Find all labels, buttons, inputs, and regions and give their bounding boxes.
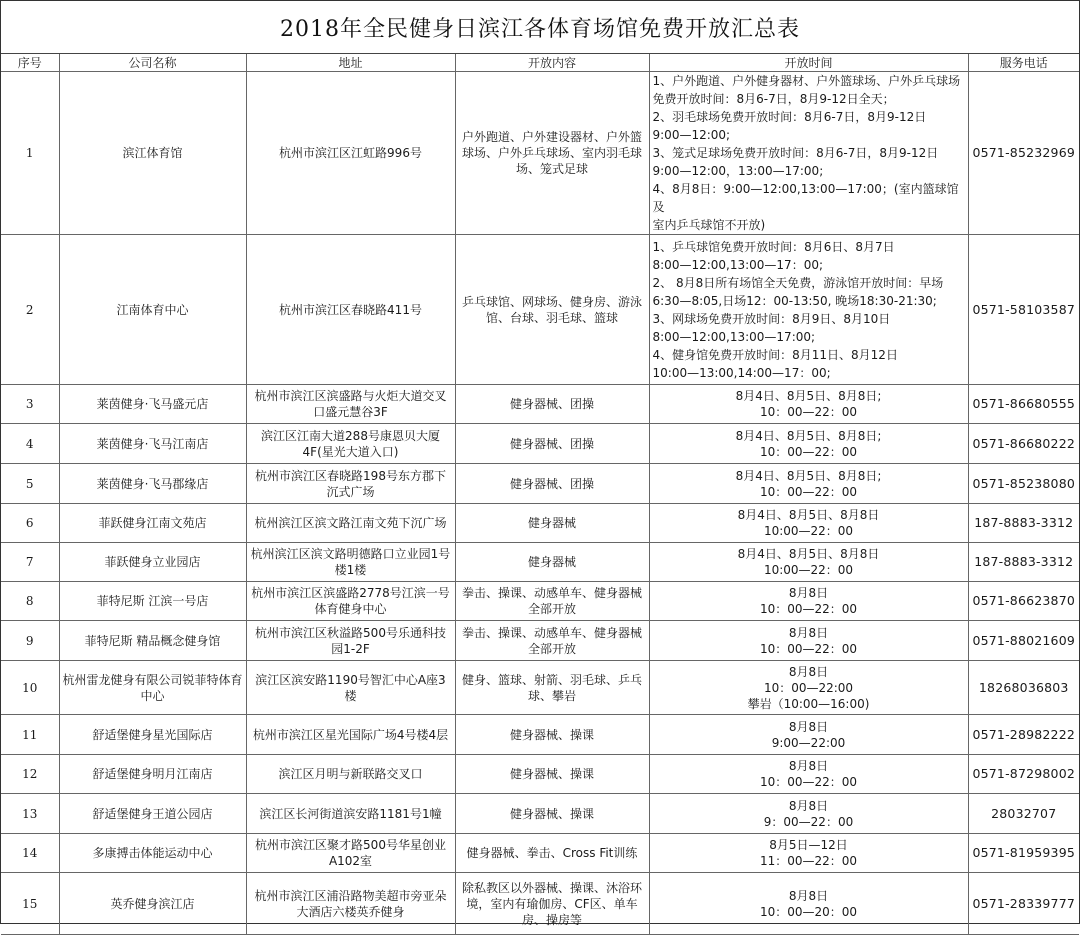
table-row — [1, 464, 1079, 504]
cell-address: 滨江区长河街道滨安路1181号1幢 — [246, 794, 455, 834]
table-row — [1, 385, 1079, 424]
open-time-line: 8月4日、8月5日、8月8日 — [737, 547, 880, 561]
cell-content: 健身器械、团操 — [455, 424, 649, 464]
open-time-line: 10：00—22：00 — [759, 444, 858, 459]
cell-seq: 4 — [1, 424, 59, 464]
cell-open-time — [649, 504, 968, 543]
open-time-line: 10:00—13:00,14:00—17：00; — [652, 365, 831, 380]
open-time-line: 10：00—22：00 — [759, 602, 858, 616]
cell-seq: 11 — [1, 715, 59, 755]
open-time-line: 8月4日、8月5日、8月8日; — [735, 468, 882, 483]
open-time-line: 1、乒乓球馆免费开放时间：8月6日、8月7日 — [652, 239, 895, 254]
cell-open-time — [649, 794, 968, 834]
cell-address: 杭州滨江区滨文路江南文苑下沉广场 — [246, 504, 455, 543]
cell-company: 莱茵健身·飞马江南店 — [59, 424, 246, 464]
open-time-line: 11：00—22：00 — [759, 854, 858, 868]
cell-phone: 0571-81959395 — [968, 834, 1079, 873]
header-time: 开放时间 — [649, 54, 968, 72]
cell-open-time — [649, 873, 968, 935]
open-time-line: 8月4日、8月5日、8月8日; — [735, 428, 882, 443]
open-time-line: 免费开放时间：8月6-7日，8月9-12日全天； — [652, 92, 895, 106]
open-time-line: 10：00—22：00 — [759, 405, 858, 419]
table-row — [1, 873, 1079, 935]
cell-open-time — [649, 582, 968, 621]
table-row — [1, 661, 1079, 715]
cell-address: 杭州市滨江区滨盛路与火炬大道交叉口盛元慧谷3F — [246, 385, 455, 424]
open-time-line: 8:00—12:00,13:00—17:00; — [652, 329, 816, 344]
open-time-line: 2、 8月8日所有场馆全天免费，游泳馆开放时间：早场 — [652, 275, 944, 290]
open-time-line: 4、健身馆免费开放时间：8月11日、8月12日 — [652, 347, 898, 362]
cell-content: 户外跑道、户外建设器材、户外篮球场、户外乒乓球场、室内羽毛球场、笼式足球 — [455, 72, 649, 235]
table-row — [1, 794, 1079, 834]
open-time-line: 8月4日、8月5日、8月8日 — [737, 508, 880, 522]
cell-open-time — [649, 424, 968, 464]
cell-address: 杭州市滨江区滨盛路2778号江滨一号体育健身中心 — [246, 582, 455, 621]
cell-seq: 8 — [1, 582, 59, 621]
cell-address: 杭州市滨江区星光国际广场4号楼4层 — [246, 715, 455, 755]
open-time-line: 4、8月8日：9:00—12:00,13:00—17:00；(室内篮球馆及 — [652, 182, 959, 214]
cell-content: 健身、篮球、射箭、羽毛球、乒乓球、攀岩 — [455, 661, 649, 715]
header-content: 开放内容 — [455, 54, 649, 72]
open-time-line: 8月8日 — [788, 759, 829, 773]
open-time-line: 攀岩（10:00—16:00) — [747, 696, 870, 711]
cell-phone: 187-8883-3312 — [968, 543, 1079, 582]
header-phone: 服务电话 — [968, 54, 1079, 72]
cell-company: 舒适堡健身王道公园店 — [59, 794, 246, 834]
table-body — [1, 72, 1079, 935]
cell-content: 除私教区以外器械、操课、沐浴环境，室内有瑜伽房、CF区、单车房、操房等 — [455, 873, 649, 935]
cell-phone: 0571-85238080 — [968, 464, 1079, 504]
cell-content: 健身器械、操课 — [455, 794, 649, 834]
sheet-title: 2018年全民健身日滨江各体育场馆免费开放汇总表 — [1, 1, 1079, 54]
open-time-line: 9:00—12:00，13:00—17:00; — [652, 164, 824, 178]
open-time-line: 6:30—8:05,日场12：00-13:50, 晚场18:30-21:30; — [652, 293, 937, 308]
open-time-line: 室内乒乓球馆不开放) — [652, 218, 766, 232]
cell-phone: 187-8883-3312 — [968, 504, 1079, 543]
cell-company: 菲跃健身江南文苑店 — [59, 504, 246, 543]
table-row — [1, 235, 1079, 385]
cell-content: 乒乓球馆、网球场、健身房、游泳馆、台球、羽毛球、篮球 — [455, 235, 649, 385]
table-row — [1, 504, 1079, 543]
cell-seq: 7 — [1, 543, 59, 582]
open-time-line: 8月8日 — [788, 586, 829, 600]
cell-content: 拳击、操课、动感单车、健身器械全部开放 — [455, 621, 649, 661]
cell-phone: 0571-86680555 — [968, 385, 1079, 424]
open-time-line: 8月8日 — [788, 798, 829, 813]
open-time-line: 9：00—22：00 — [763, 814, 854, 829]
open-time-line: 9:00—12:00; — [652, 128, 731, 142]
cell-phone: 0571-87298002 — [968, 755, 1079, 794]
table-row — [1, 543, 1079, 582]
cell-open-time — [649, 464, 968, 504]
cell-content: 健身器械、团操 — [455, 385, 649, 424]
cell-company: 莱茵健身·飞马郡缘店 — [59, 464, 246, 504]
open-time-line: 8月5日—12日 — [769, 838, 848, 852]
cell-address: 滨江区江南大道288号康恩贝大厦4F(星光大道入口) — [246, 424, 455, 464]
cell-company: 菲特尼斯 江滨一号店 — [59, 582, 246, 621]
cell-seq: 14 — [1, 834, 59, 873]
table-row — [1, 72, 1079, 235]
cell-seq: 5 — [1, 464, 59, 504]
cell-address: 杭州市滨江区浦沿路物美超市旁亚朵大酒店六楼英乔健身 — [246, 873, 455, 935]
open-time-line: 3、笼式足球场免费开放时间：8月6-7日，8月9-12日 — [652, 146, 939, 160]
cell-phone: 0571-58103587 — [968, 235, 1079, 385]
cell-seq: 9 — [1, 621, 59, 661]
header-address: 地址 — [246, 54, 455, 72]
cell-address: 杭州市滨江区江虹路996号 — [246, 72, 455, 235]
open-time-line: 10：00—22：00 — [759, 484, 858, 499]
cell-address: 杭州市滨江区秋溢路500号乐通科技园1-2F — [246, 621, 455, 661]
open-time-line: 8月8日 — [788, 888, 829, 903]
open-time-line: 10：00—22:00 — [763, 680, 854, 695]
open-time-line: 9:00—22:00 — [771, 735, 846, 750]
cell-phone: 0571-88021609 — [968, 621, 1079, 661]
cell-content: 健身器械、操课 — [455, 715, 649, 755]
cell-address: 滨江区月明与新联路交叉口 — [246, 755, 455, 794]
cell-company: 菲跃健身立业园店 — [59, 543, 246, 582]
cell-phone: 0571-85232969 — [968, 72, 1079, 235]
cell-company: 菲特尼斯 精品概念健身馆 — [59, 621, 246, 661]
cell-company: 舒适堡健身明月江南店 — [59, 755, 246, 794]
cell-content: 健身器械、拳击、Cross Fit训练 — [455, 834, 649, 873]
cell-company: 舒适堡健身星光国际店 — [59, 715, 246, 755]
cell-seq: 12 — [1, 755, 59, 794]
cell-open-time — [649, 543, 968, 582]
table-row — [1, 755, 1079, 794]
open-time-line: 10：00—20：00 — [759, 904, 858, 919]
cell-address: 杭州滨江区滨文路明德路口立业园1号楼1楼 — [246, 543, 455, 582]
table-row — [1, 582, 1079, 621]
open-time-line: 8月8日 — [788, 664, 829, 679]
cell-open-time — [649, 385, 968, 424]
table-row — [1, 715, 1079, 755]
cell-open-time — [649, 834, 968, 873]
cell-content: 健身器械 — [455, 504, 649, 543]
cell-open-time — [649, 661, 968, 715]
open-time-line: 10：00—22：00 — [759, 641, 858, 656]
open-time-line: 10:00—22：00 — [763, 524, 854, 538]
header-company: 公司名称 — [59, 54, 246, 72]
cell-phone: 0571-86680222 — [968, 424, 1079, 464]
open-time-line: 8月4日、8月5日、8月8日; — [735, 389, 882, 403]
cell-seq: 2 — [1, 235, 59, 385]
cell-content: 健身器械 — [455, 543, 649, 582]
cell-seq: 13 — [1, 794, 59, 834]
table-row — [1, 621, 1079, 661]
cell-company: 英乔健身滨江店 — [59, 873, 246, 935]
open-time-line: 2、羽毛球场免费开放时间：8月6-7日，8月9-12日 — [652, 110, 927, 124]
open-time-line: 8:00—12:00,13:00—17：00; — [652, 257, 824, 272]
cell-company: 杭州雷龙健身有限公司锐菲特体育中心 — [59, 661, 246, 715]
cell-seq: 6 — [1, 504, 59, 543]
cell-open-time — [649, 715, 968, 755]
open-time-line: 8月8日 — [788, 625, 829, 640]
cell-phone: 0571-86623870 — [968, 582, 1079, 621]
cell-company: 多康搏击体能运动中心 — [59, 834, 246, 873]
cell-open-time — [649, 235, 968, 385]
cell-seq: 15 — [1, 873, 59, 935]
cell-phone: 28032707 — [968, 794, 1079, 834]
open-time-line: 3、网球场免费开放时间：8月9日、8月10日 — [652, 311, 891, 326]
cell-phone: 0571-28982222 — [968, 715, 1079, 755]
cell-content: 健身器械、团操 — [455, 464, 649, 504]
open-time-line: 10:00—22：00 — [763, 563, 854, 577]
cell-open-time — [649, 755, 968, 794]
cell-address: 杭州市滨江区春晓路198号东方郡下沉式广场 — [246, 464, 455, 504]
cell-open-time — [649, 72, 968, 235]
open-time-line: 1、户外跑道、户外健身器材、户外篮球场、户外乒乓球场 — [652, 74, 961, 88]
cell-content: 健身器械、操课 — [455, 755, 649, 794]
open-time-line: 10：00—22：00 — [759, 775, 858, 789]
cell-address: 杭州市滨江区聚才路500号华星创业A102室 — [246, 834, 455, 873]
cell-company: 莱茵健身·飞马盛元店 — [59, 385, 246, 424]
table-row — [1, 424, 1079, 464]
cell-company: 滨江体育馆 — [59, 72, 246, 235]
cell-content: 拳击、操课、动感单车、健身器械全部开放 — [455, 582, 649, 621]
cell-address: 滨江区滨安路1190号智汇中心A座3楼 — [246, 661, 455, 715]
cell-company: 江南体育中心 — [59, 235, 246, 385]
open-time-line: 8月8日 — [788, 719, 829, 734]
cell-phone: 0571-28339777 — [968, 873, 1079, 935]
table-row — [1, 834, 1079, 873]
header-row — [1, 54, 1079, 72]
cell-phone: 18268036803 — [968, 661, 1079, 715]
header-seq: 序号 — [1, 54, 59, 72]
cell-open-time — [649, 621, 968, 661]
cell-seq: 10 — [1, 661, 59, 715]
cell-address: 杭州市滨江区春晓路411号 — [246, 235, 455, 385]
cell-seq: 3 — [1, 385, 59, 424]
venue-table — [1, 54, 1079, 935]
cell-seq: 1 — [1, 72, 59, 235]
